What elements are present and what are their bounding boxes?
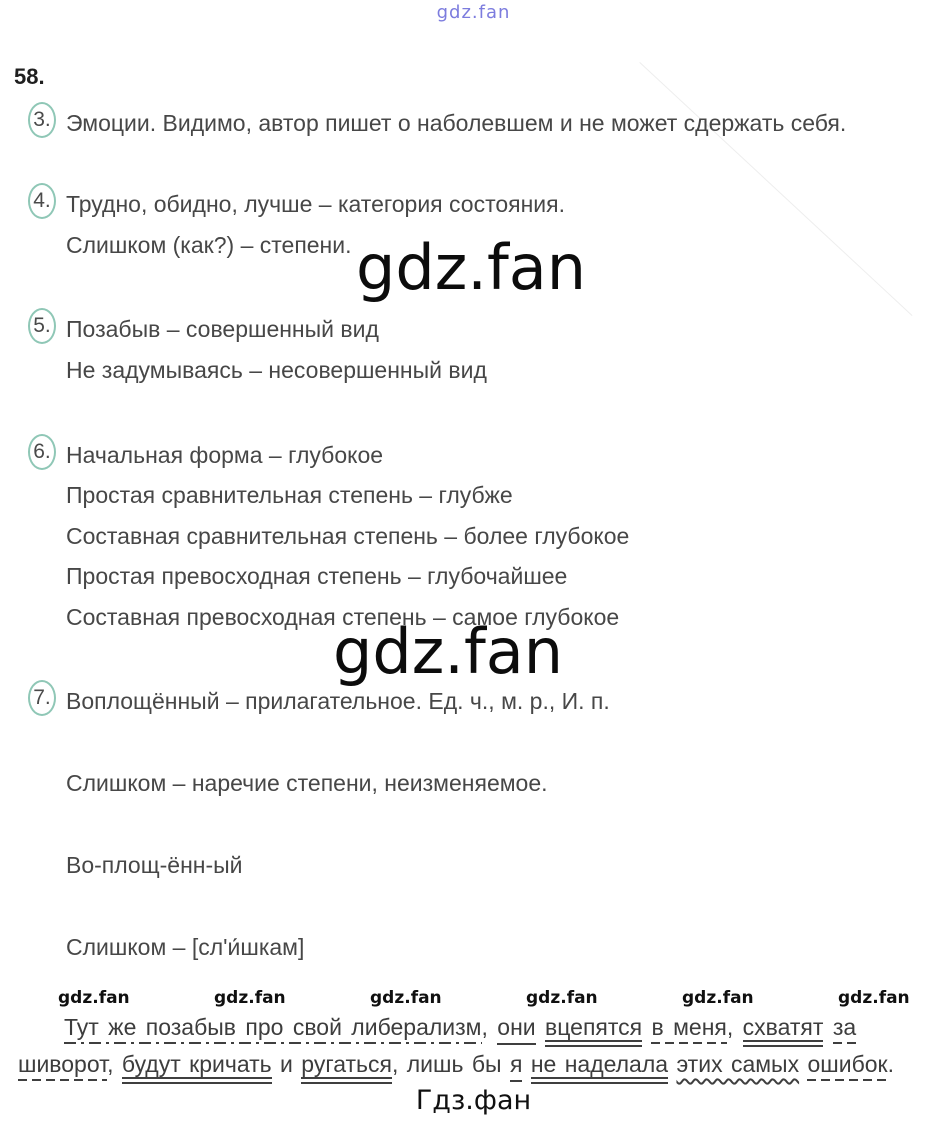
answer-item-7-line-3 [66, 851, 243, 879]
sentence-segment-none [522, 1051, 530, 1077]
sentence-segment-double: будут кричать [122, 1051, 272, 1084]
sentence-segment-solid: они [497, 1014, 535, 1045]
item-6-text-2: Простая сравнительная степень – глубже [66, 482, 513, 508]
item-6-number-label: 6. [33, 440, 51, 463]
scan-artifact-line [639, 62, 912, 316]
answer-item-7-line-4 [66, 933, 304, 961]
sentence-segment-none: и [271, 1051, 302, 1077]
item-4-text-2: Слишком (как?) – степени. [66, 232, 352, 258]
watermark-small-3: gdz.fan [370, 988, 442, 1008]
sentence-segment-dashed: ошибок [807, 1051, 887, 1081]
answer-item-6-line-1 [33, 440, 384, 469]
answer-item-5-line-1 [33, 314, 379, 343]
sentence-segment-dashed: шиворот [18, 1051, 107, 1081]
sentence-segment-none: . [887, 1051, 894, 1077]
item-5-text-1: Позабыв – совершенный вид [66, 316, 379, 342]
item-7-text-4: Слишком – [сл'и́шкам] [66, 934, 305, 960]
watermark-small-1: gdz.fan [58, 988, 130, 1008]
item-5-circled-number [28, 308, 56, 344]
sentence-segment-none [823, 1014, 832, 1040]
parsed-sentence-line-1 [64, 1012, 856, 1042]
item-7-text-3: Во-площ-ённ-ый [66, 852, 243, 878]
item-3-circled-number [28, 102, 56, 138]
answer-item-6-line-3 [66, 522, 629, 550]
sentence-segment-double: вцепятся [545, 1014, 642, 1047]
answer-item-6-line-2 [66, 481, 513, 509]
item-7-text-1: Воплощённый – прилагательное. Ед. ч., м. р., И. п. [66, 688, 610, 714]
sentence-segment-none: , лишь бы [391, 1051, 510, 1077]
sentence-segment-double: не наделала [531, 1051, 668, 1084]
answer-item-4-line-2 [66, 231, 352, 259]
item-3-number-label: 3. [33, 108, 51, 131]
item-6-text-4: Простая превосходная степень – глубочайшее [66, 563, 568, 589]
sentence-segment-dashed: за [833, 1014, 856, 1044]
item-6-text-1: Начальная форма – глубокое [66, 442, 384, 468]
item-5-number-label: 5. [33, 314, 51, 337]
item-7-number-label: 7. [33, 686, 51, 709]
item-3-text: Эмоции. Видимо, автор пишет о наболевшем и не может сдержать себя. [66, 110, 847, 136]
sentence-segment-none: , [107, 1051, 122, 1077]
item-6-text-5: Составная превосходная степень – самое глубокое [66, 604, 620, 630]
watermark-top: gdz.fan [436, 2, 511, 23]
watermark-small-5: gdz.fan [682, 988, 754, 1008]
item-4-number-label: 4. [33, 189, 51, 212]
item-7-circled-number [28, 680, 56, 716]
watermark-small-2: gdz.fan [214, 988, 286, 1008]
item-4-text-1: Трудно, обидно, лучше – категория состояния. [66, 191, 565, 217]
watermark-small-4: gdz.fan [526, 988, 598, 1008]
answer-item-5-line-2 [66, 356, 487, 384]
sentence-segment-dashdot: Тут же позабыв про свой либерализм [64, 1014, 482, 1044]
sentence-segment-double: схватят [743, 1014, 824, 1047]
sentence-segment-double: ругаться [301, 1051, 392, 1084]
answer-item-3-line-1 [33, 108, 847, 137]
watermark-big-1: gdz.fan [356, 231, 587, 304]
sentence-segment-wavy: этих самых [676, 1051, 800, 1077]
answer-item-7-line-2 [66, 769, 548, 797]
item-7-text-2: Слишком – наречие степени, неизменяемое. [66, 770, 548, 796]
answer-item-6-line-4 [66, 562, 567, 590]
item-5-text-2: Не задумываясь – несовершенный вид [66, 357, 487, 383]
parsed-sentence-line-2 [18, 1049, 894, 1079]
item-6-text-3: Составная сравнительная степень – более глубокое [66, 523, 630, 549]
item-6-circled-number [28, 434, 56, 470]
exercise-number: 58. [14, 64, 45, 89]
sentence-segment-none: , [481, 1014, 498, 1040]
answer-item-4-line-1 [33, 189, 565, 218]
answer-item-7-line-1 [33, 686, 610, 715]
watermark-big-2: gdz.fan [333, 615, 564, 688]
footer-watermark: Гдз.фан [415, 1085, 532, 1116]
sentence-segment-none: , [726, 1014, 743, 1040]
item-4-circled-number [28, 183, 56, 219]
sentence-segment-none [536, 1014, 545, 1040]
sentence-segment-solid: я [510, 1051, 522, 1082]
watermark-small-6: gdz.fan [838, 988, 910, 1008]
sentence-segment-dashed: в меня [651, 1014, 726, 1044]
